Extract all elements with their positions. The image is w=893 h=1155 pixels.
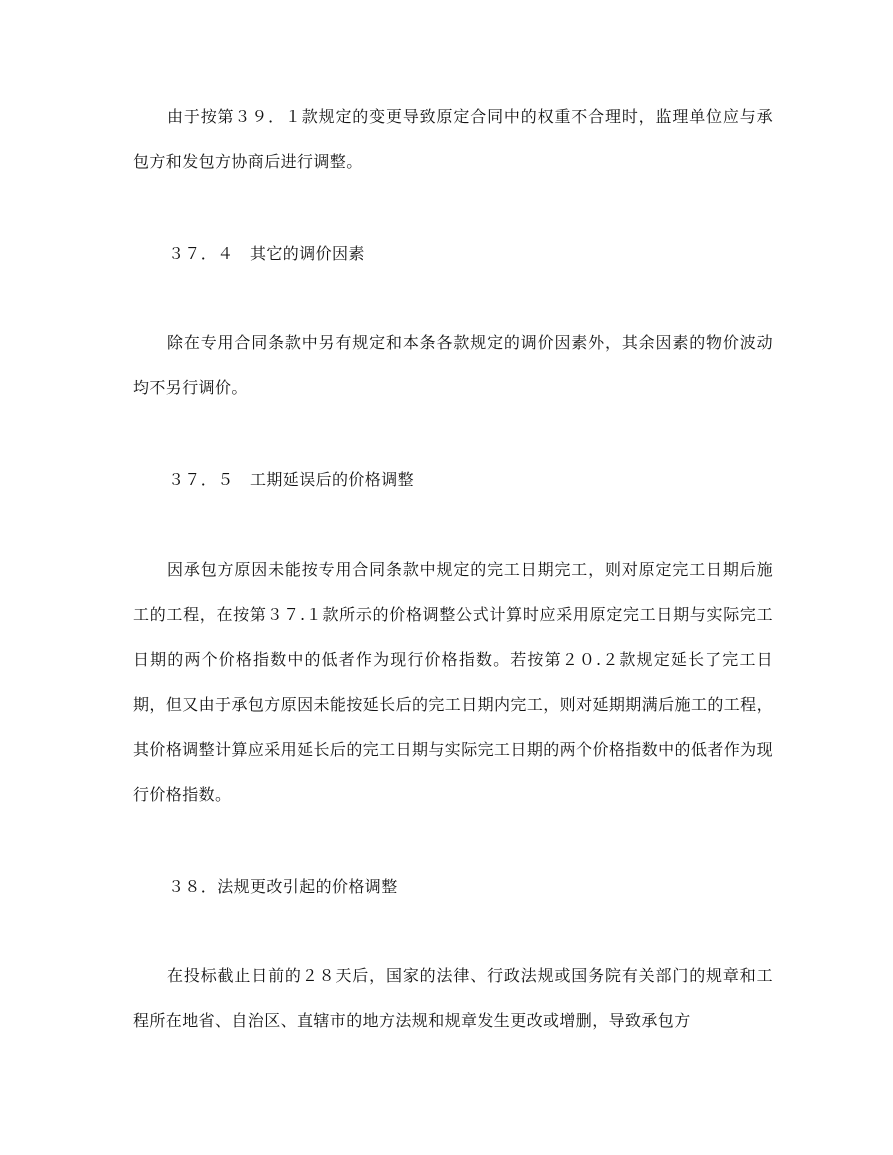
heading-37-5: ３７．５ 工期延误后的价格调整 [168,470,415,489]
heading-38: ３８．法规更改引起的价格调整 [168,877,398,896]
paragraph-regulation-change: 在投标截止日前的２８天后，国家的法律、行政法规或国务院有关部门的规章和工程所在地省、自治区、直辖市的地方法规和规章发生更改或增删，导致承包方 [133,966,773,1030]
paragraph-delay-adjustment: 因承包方原因未能按专用合同条款中规定的完工日期完工，则对原定完工日期后施工的工程，在按第３７.１款所示的价格调整公式计算时应采用原定完工日期与实际完工日期的两个价格指数中的低者作为现行价格指数。若按第２０.２款规定延长了完工日期，但又由于承包方原因未能按延长后的完工日期内完工，则对延期期满后施工的工程，其价格调整计算应采用延长后的完工日期与实际完工日期的两个价格指数中的低者作为现行价格指数。 [133,560,773,804]
paragraph-weight-adjustment: 由于按第３９．１款规定的变更导致原定合同中的权重不合理时，监理单位应与承包方和发包方协商后进行调整。 [133,107,773,171]
paragraph-other-factors: 除在专用合同条款中另有规定和本条各款规定的调价因素外，其余因素的物价波动均不另行调价。 [133,333,773,397]
heading-37-4: ３７．４ 其它的调价因素 [168,244,365,263]
